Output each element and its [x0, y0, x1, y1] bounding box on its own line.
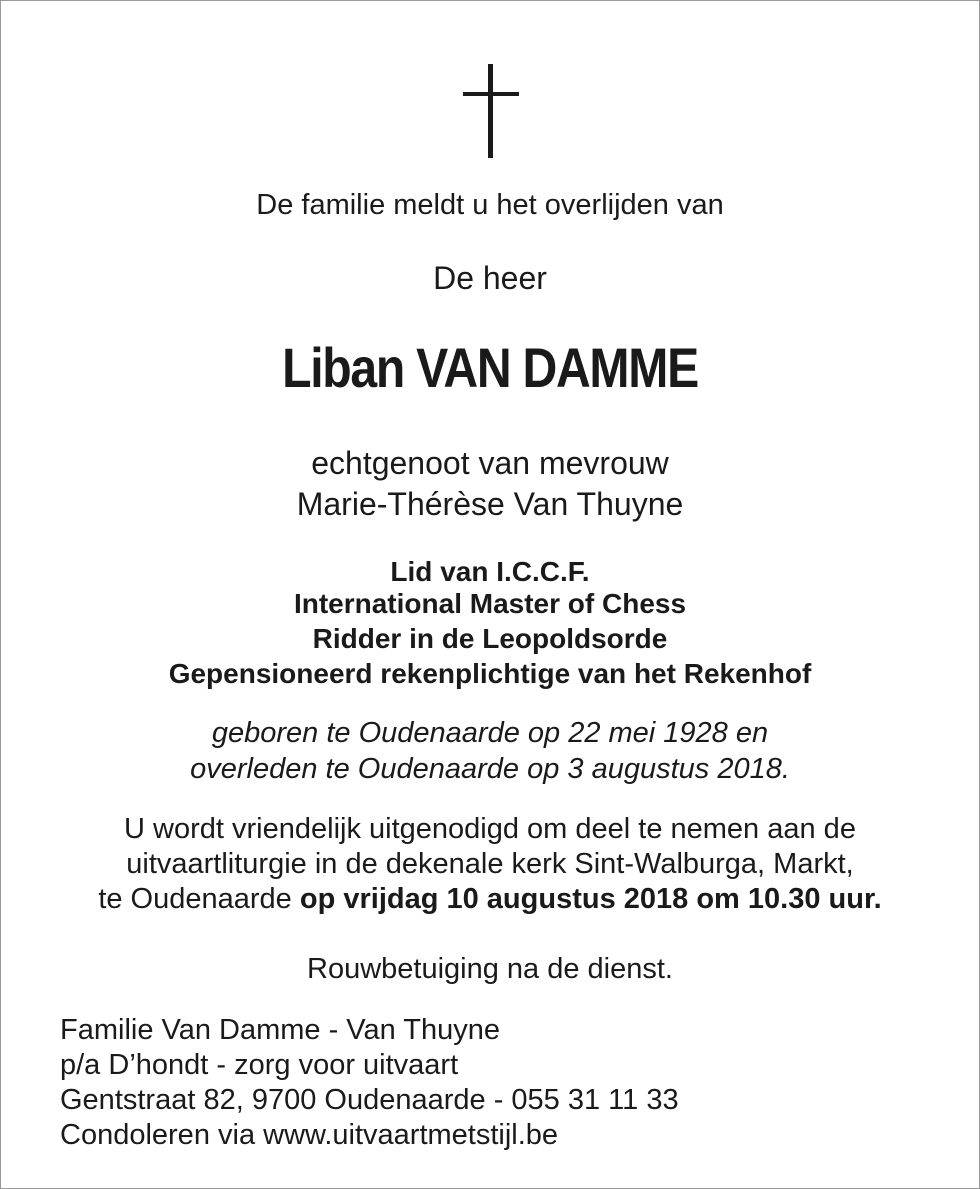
title-line: Gepensioneerd rekenplichtige van het Rekenhof [168, 658, 812, 689]
invitation-line-1: U wordt vriendelijk uitgenodigd om deel te nemen aan de [124, 813, 856, 845]
title-line: International Master of Chess [293, 588, 687, 619]
signature-care-of: p/a D’hondt - zorg voor uitvaart [60, 1049, 459, 1081]
title-prefix: De heer [433, 260, 547, 296]
spouse-line-2: Marie-Thérèse Van Thuyne [296, 486, 684, 522]
invitation-place: te Oudenaarde [98, 883, 300, 915]
title-line: Lid van I.C.C.F. [390, 556, 590, 587]
condolences-text: Rouwbetuiging na de dienst. [307, 953, 673, 985]
cross-icon [463, 64, 519, 158]
signature-family: Familie Van Damme - Van Thuyne [60, 1014, 501, 1046]
invitation-line-2: uitvaartliturgie in de dekenale kerk Sint-Walburga, Markt, [126, 848, 854, 880]
signature-address: Gentstraat 82, 9700 Oudenaarde - 055 31 11 33 [60, 1084, 679, 1116]
signature-website: Condoleren via www.uitvaartmetstijl.be [60, 1119, 559, 1151]
birth-line: geboren te Oudenaarde op 22 mei 1928 en [211, 717, 769, 749]
invitation-line-3 [0, 883, 980, 916]
death-line: overleden te Oudenaarde op 3 augustus 2018. [190, 753, 790, 785]
invitation-datetime: op vrijdag 10 augustus 2018 om 10.30 uur. [299, 883, 882, 915]
deceased-name: Liban VAN DAMME [282, 336, 698, 399]
title-line: Ridder in de Leopoldsorde [312, 623, 668, 654]
spouse-line-1: echtgenoot van mevrouw [311, 445, 669, 481]
intro-text: De familie meldt u het overlijden van [256, 189, 724, 221]
